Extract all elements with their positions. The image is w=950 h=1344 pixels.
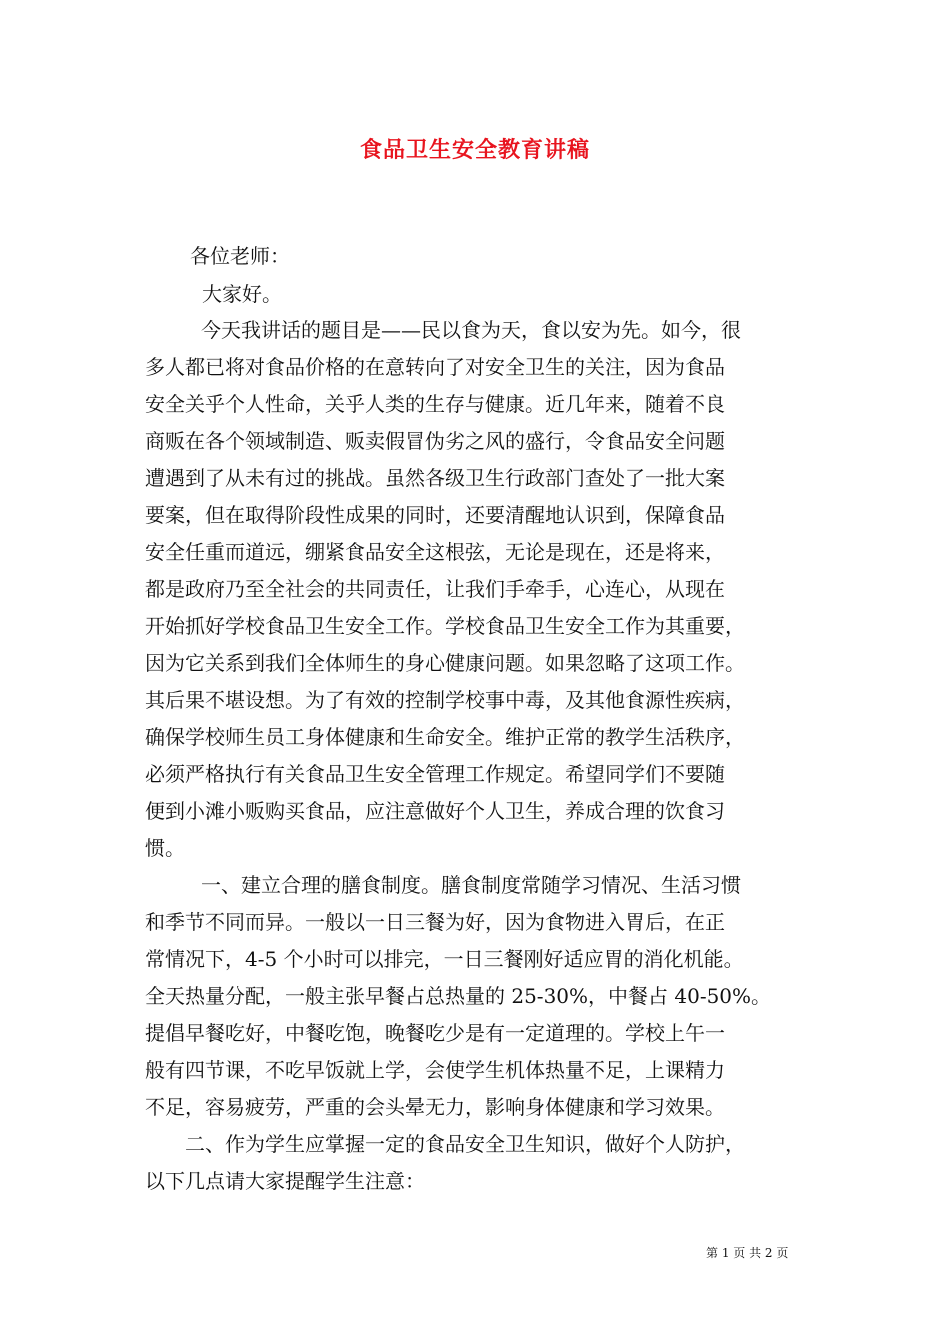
text-line: 般有四节课，不吃早饭就上学，会使学生机体热量不足，上课精力 — [145, 1058, 725, 1082]
text-line: 惯。 — [145, 836, 185, 860]
text-line: 多人都已将对食品价格的在意转向了对安全卫生的关注，因为食品 — [145, 355, 725, 379]
text-line: 安全任重而道远，绷紧食品安全这根弦，无论是现在，还是将来， — [145, 540, 725, 564]
text-line: 要案，但在取得阶段性成果的同时，还要清醒地认识到，保障食品 — [145, 503, 725, 527]
text-line-greeting: 大家好。 — [202, 282, 282, 306]
text-line: 确保学校师生员工身体健康和生命安全。维护正常的教学生活秩序， — [145, 725, 745, 749]
text-line: 和季节不同而异。一般以一日三餐为好，因为食物进入胃后，在正 — [145, 910, 725, 934]
text-line: 都是政府乃至全社会的共同责任，让我们手牵手，心连心，从现在 — [145, 577, 725, 601]
text-line-salutation: 各位老师： — [190, 244, 290, 268]
text-line: 因为它关系到我们全体师生的身心健康问题。如果忽略了这项工作。 — [145, 651, 745, 675]
text-line: 便到小滩小贩购买食品，应注意做好个人卫生，养成合理的饮食习 — [145, 799, 725, 823]
text-line: 以下几点请大家提醒学生注意： — [145, 1169, 425, 1193]
text-line: 常情况下，4-5 个小时可以排完，一日三餐刚好适应胃的消化机能。 — [145, 947, 744, 971]
document-title: 食品卫生安全教育讲稿 — [359, 137, 590, 163]
text-line: 今天我讲话的题目是——民以食为天，食以安为先。如今，很 — [201, 318, 741, 342]
text-line: 开始抓好学校食品卫生安全工作。学校食品卫生安全工作为其重要， — [145, 614, 745, 638]
text-line-section-2: 二、作为学生应掌握一定的食品安全卫生知识，做好个人防护， — [185, 1132, 745, 1156]
text-line: 必须严格执行有关食品卫生安全管理工作规定。希望同学们不要随 — [145, 762, 725, 786]
text-line: 商贩在各个领域制造、贩卖假冒伪劣之风的盛行，令食品安全问题 — [145, 429, 725, 453]
text-line: 不足，容易疲劳，严重的会头晕无力，影响身体健康和学习效果。 — [145, 1095, 725, 1119]
text-line: 遭遇到了从未有过的挑战。虽然各级卫生行政部门查处了一批大案 — [145, 466, 725, 490]
text-line: 全天热量分配，一般主张早餐占总热量的 25-30%，中餐占 40-50%。 — [145, 984, 772, 1008]
page-number: 第 1 页 共 2 页 — [706, 1246, 789, 1260]
text-line-section-1: 一、建立合理的膳食制度。膳食制度常随学习情况、生活习惯 — [201, 873, 741, 897]
text-line: 提倡早餐吃好，中餐吃饱，晚餐吃少是有一定道理的。学校上午一 — [145, 1021, 725, 1045]
text-line: 其后果不堪设想。为了有效的控制学校事中毒，及其他食源性疾病， — [145, 688, 745, 712]
text-line: 安全关乎个人性命，关乎人类的生存与健康。近几年来，随着不良 — [145, 392, 725, 416]
